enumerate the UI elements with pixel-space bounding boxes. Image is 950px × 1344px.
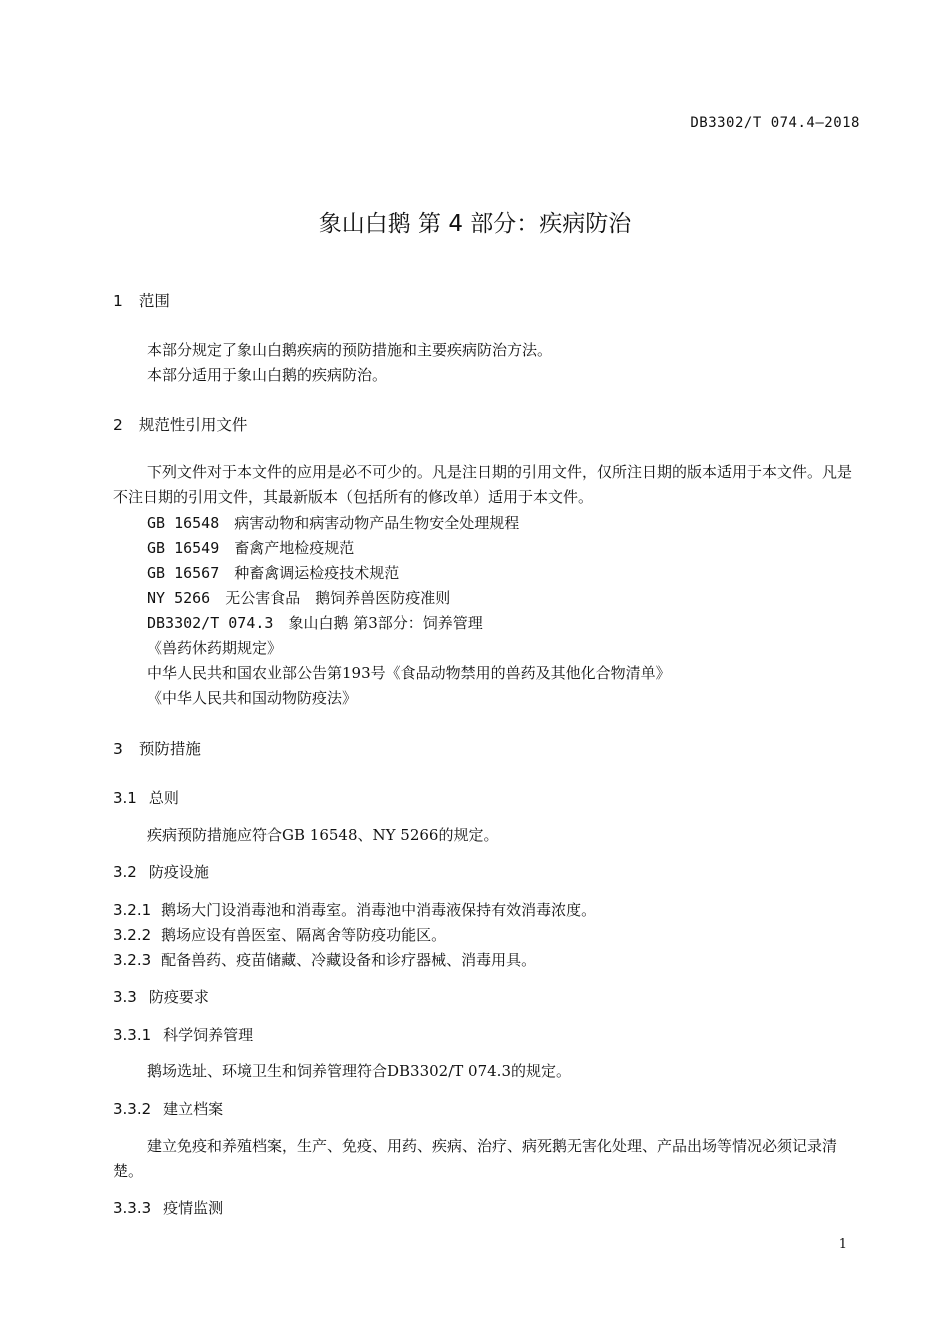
reference-title: 象山白鹅 第3部分：饲养管理	[288, 614, 483, 632]
reference-item	[147, 562, 399, 583]
reference-item	[147, 612, 483, 633]
section-number: 3.2	[113, 863, 137, 881]
clause-item	[113, 949, 536, 970]
reference-title: 无公害食品 鹅饲养兽医防疫准则	[225, 589, 451, 607]
paragraph: 下列文件对于本文件的应用是必不可少的。凡是注日期的引用文件，仅所注日期的版本适用于本文件。凡是不注日期的引用文件，其最新版本（包括所有的修改单）适用于本文件。	[113, 463, 853, 506]
reference-item: 中华人民共和国农业部公告第193号《食品动物禁用的兽药及其他化合物清单》	[147, 664, 671, 682]
clause-text: 配备兽药、疫苗储藏、冷藏设备和诊疗器械、消毒用具。	[161, 951, 537, 969]
section-number: 3.3	[113, 988, 137, 1006]
reference-code: GB 16548	[147, 514, 220, 532]
reference-code: NY 5266	[147, 589, 211, 607]
paragraph: 本部分适用于象山白鹅的疾病防治。	[147, 366, 388, 384]
paragraph: 鹅场选址、环境卫生和饲养管理符合DB3302/T 074.3的规定。	[147, 1062, 571, 1080]
section-1-heading	[113, 289, 170, 311]
reference-title: 病害动物和病害动物产品生物安全处理规程	[234, 514, 520, 532]
section-title: 防疫设施	[148, 863, 209, 881]
section-title: 规范性引用文件	[138, 416, 248, 434]
clause-text: 鹅场大门设消毒池和消毒室。消毒池中消毒液保持有效消毒浓度。	[161, 901, 597, 919]
document-title: 象山白鹅 第 4 部分：疾病防治	[318, 211, 632, 237]
section-number: 3.3.1	[113, 1026, 152, 1044]
section-title: 防疫要求	[148, 988, 209, 1006]
paragraph: 建立免疫和养殖档案，生产、免疫、用药、疾病、治疗、病死鹅无害化处理、产品出场等情况必须记录清楚。	[113, 1137, 838, 1180]
reference-code: GB 16567	[147, 564, 220, 582]
section-number: 3.3.3	[113, 1199, 152, 1217]
standard-code: DB3302/T 074.4—2018	[690, 115, 860, 131]
subsection-3-3-1-heading	[113, 1024, 253, 1045]
reference-code: DB3302/T 074.3	[147, 614, 274, 632]
clause-number: 3.2.1	[113, 901, 152, 919]
reference-title: 畜禽产地检疫规范	[234, 539, 355, 557]
section-title: 疫情监测	[163, 1199, 224, 1217]
clause-text: 鹅场应设有兽医室、隔离舍等防疫功能区。	[161, 926, 447, 944]
section-number: 3	[113, 740, 123, 758]
reference-item	[147, 587, 450, 608]
reference-title: 种畜禽调运检疫技术规范	[234, 564, 400, 582]
reference-item: 《兽药休药期规定》	[147, 639, 283, 657]
section-number: 3.3.2	[113, 1100, 152, 1118]
clause-number: 3.2.2	[113, 926, 152, 944]
section-2-heading	[113, 413, 247, 435]
subsection-3-2-heading	[113, 861, 209, 882]
section-title: 总则	[148, 789, 179, 807]
section-title: 范围	[138, 292, 170, 310]
reference-item	[147, 537, 354, 558]
section-number: 1	[113, 292, 123, 310]
subsection-3-3-2-heading	[113, 1098, 223, 1119]
reference-item: 《中华人民共和国动物防疫法》	[147, 689, 358, 707]
reference-item	[147, 512, 519, 533]
reference-code: GB 16549	[147, 539, 220, 557]
page-number: 1	[838, 1237, 847, 1252]
section-title: 科学饲养管理	[163, 1026, 254, 1044]
section-number: 2	[113, 416, 123, 434]
subsection-3-3-3-heading	[113, 1197, 223, 1218]
section-title: 建立档案	[163, 1100, 224, 1118]
subsection-3-1-heading	[113, 787, 179, 808]
paragraph: 疾病预防措施应符合GB 16548、NY 5266的规定。	[147, 826, 499, 844]
section-number: 3.1	[113, 789, 137, 807]
clause-number: 3.2.3	[113, 951, 152, 969]
subsection-3-3-heading	[113, 986, 209, 1007]
clause-item	[113, 924, 446, 945]
clause-item	[113, 899, 596, 920]
section-title: 预防措施	[138, 740, 201, 758]
paragraph: 本部分规定了象山白鹅疾病的预防措施和主要疾病防治方法。	[147, 341, 553, 359]
section-3-heading	[113, 737, 201, 759]
